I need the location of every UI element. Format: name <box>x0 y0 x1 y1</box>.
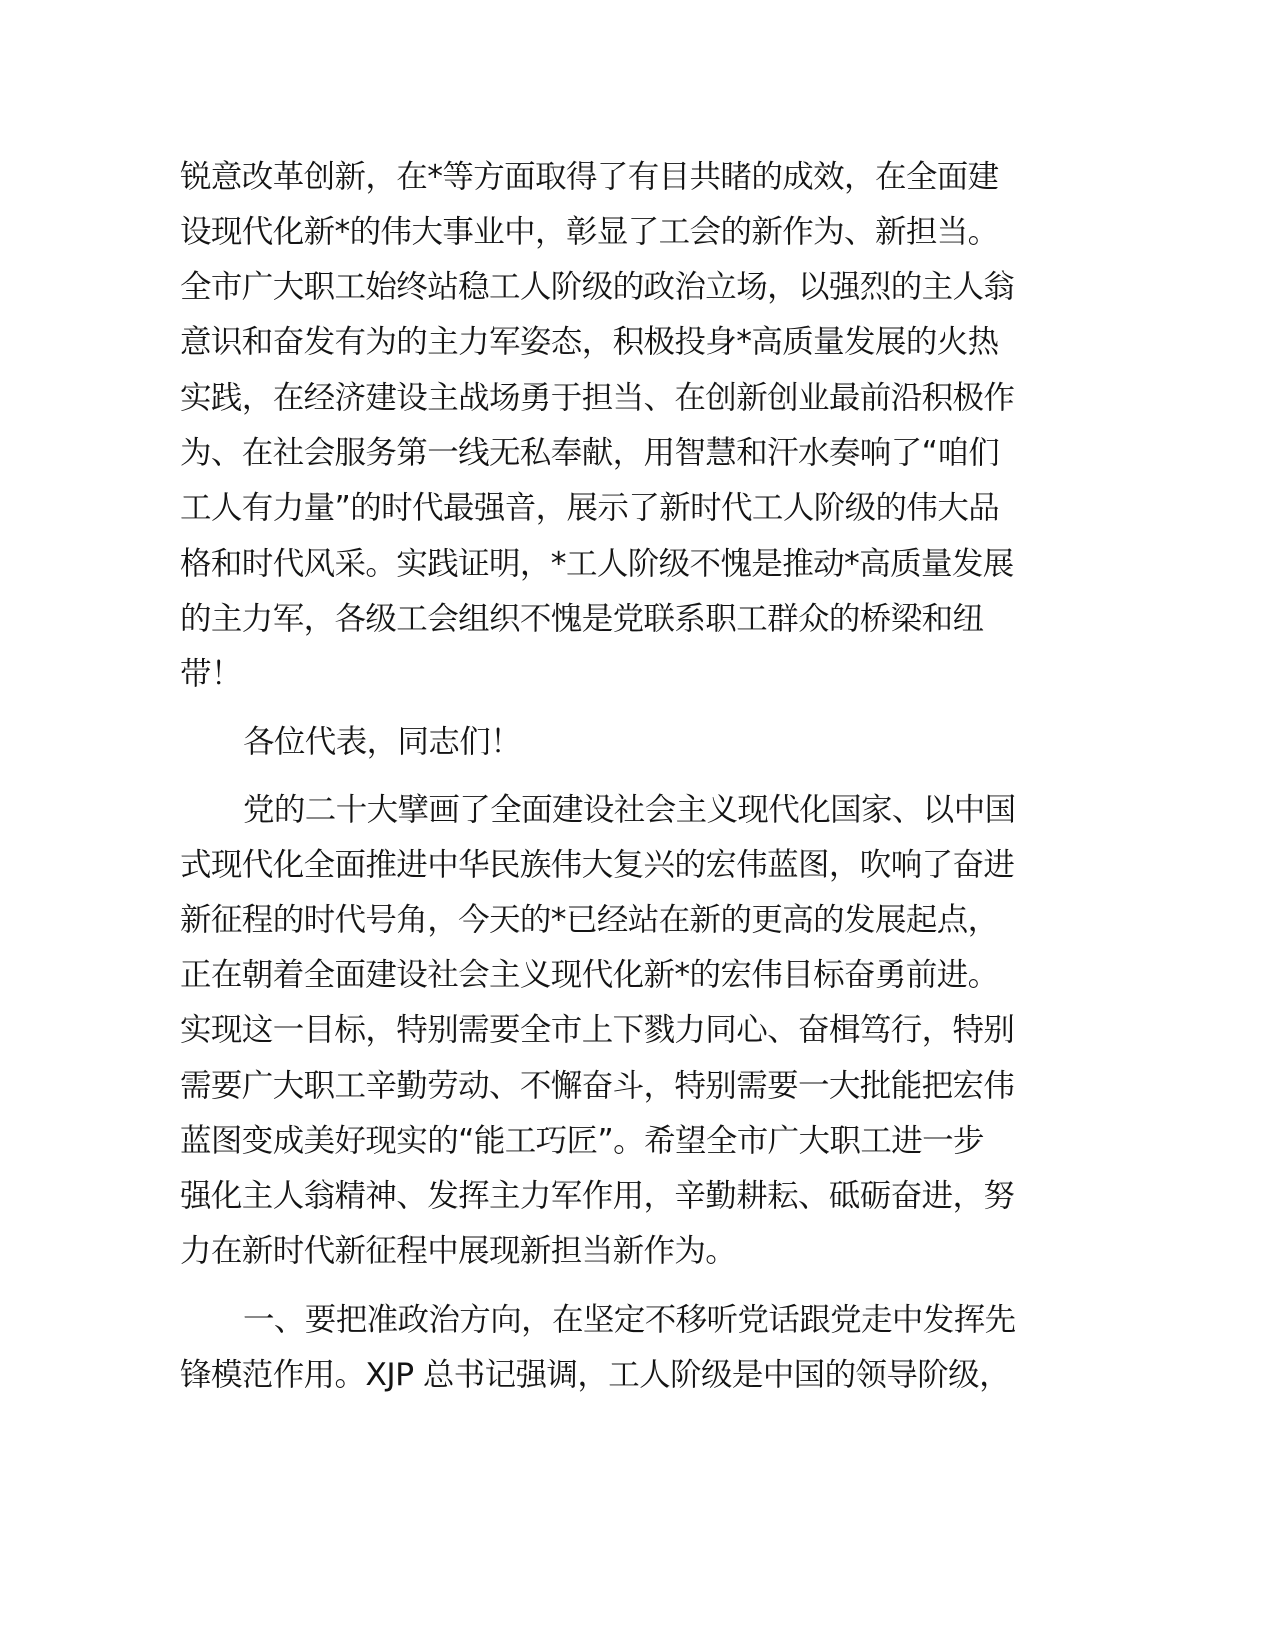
text-line: 为、在社会服务第一线无私奉献，用智慧和汗水奏响了“咱们 <box>180 435 1000 471</box>
text-line: 实践，在经济建设主战场勇于担当、在创新创业最前沿积极作 <box>180 380 1015 416</box>
text-line: 锋模范作用。XJP 总书记强调，工人阶级是中国的领导阶级， <box>180 1357 1010 1393</box>
text-line: 党的二十大擘画了全面建设社会主义现代化国家、以中国 <box>243 792 1016 828</box>
text-line: 一、要把准政治方向，在坚定不移听党话跟党走中发挥先 <box>243 1302 1016 1338</box>
text-line: 正在朝着全面建设社会主义现代化新*的宏伟目标奋勇前进。 <box>180 957 999 993</box>
text-line: 带！ <box>180 656 242 692</box>
text-line: 需要广大职工辛勤劳动、不懈奋斗，特别需要一大批能把宏伟 <box>180 1068 1015 1104</box>
text-line: 锐意改革创新，在*等方面取得了有目共睹的成效，在全面建 <box>180 159 999 195</box>
text-line: 蓝图变成美好现实的“能工巧匠”。希望全市广大职工进一步 <box>180 1123 984 1159</box>
salutation-line: 各位代表，同志们！ <box>243 724 522 760</box>
text-line: 新征程的时代号角，今天的*已经站在新的更高的发展起点， <box>180 902 999 938</box>
text-line: 格和时代风采。实践证明，*工人阶级不愧是推动*高质量发展 <box>180 546 1014 582</box>
text-line: 设现代化新*的伟大事业中，彰显了工会的新作为、新担当。 <box>180 214 999 250</box>
text-line: 工人有力量”的时代最强音，展示了新时代工人阶级的伟大品 <box>180 490 1000 526</box>
text-line: 全市广大职工始终站稳工人阶级的政治立场，以强烈的主人翁 <box>180 269 1015 305</box>
text-line: 的主力军，各级工会组织不愧是党联系职工群众的桥梁和纽 <box>180 601 984 637</box>
text-line: 式现代化全面推进中华民族伟大复兴的宏伟蓝图，吹响了奋进 <box>180 847 1015 883</box>
text-line: 意识和奋发有为的主力军姿态，积极投身*高质量发展的火热 <box>180 324 999 360</box>
text-line: 强化主人翁精神、发挥主力军作用，辛勤耕耘、砥砺奋进，努 <box>180 1178 1015 1214</box>
text-line: 力在新时代新征程中展现新担当新作为。 <box>180 1233 737 1269</box>
text-line: 实现这一目标，特别需要全市上下戮力同心、奋楫笃行，特别 <box>180 1012 1015 1048</box>
